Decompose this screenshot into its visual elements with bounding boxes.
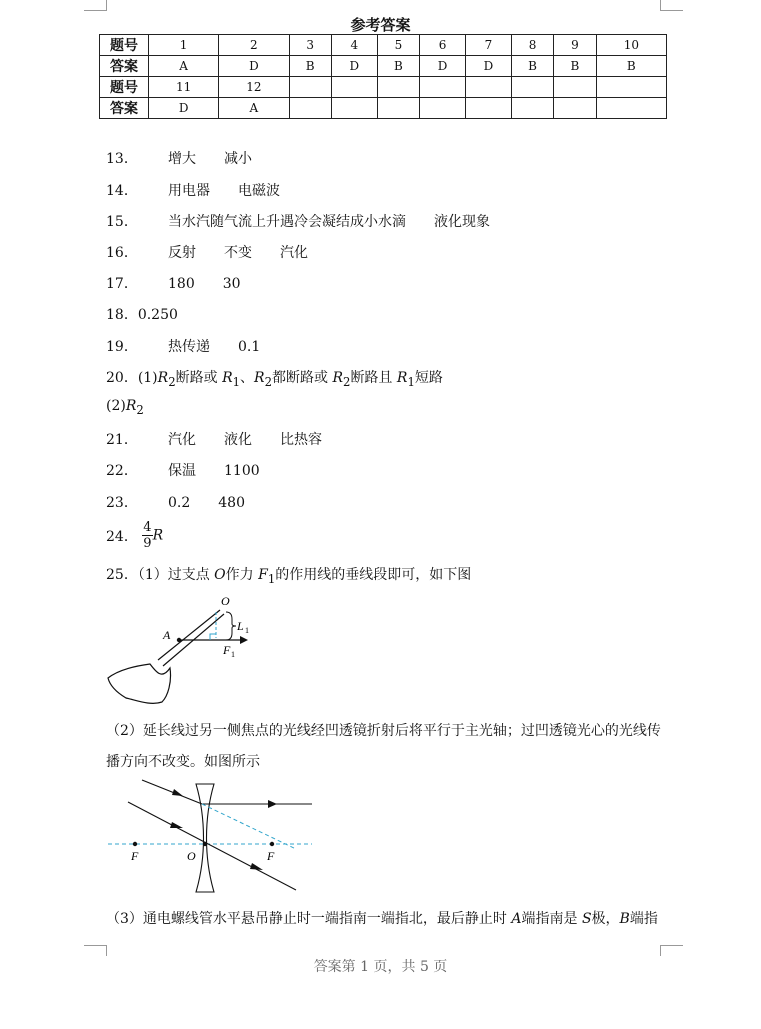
answer-text: 当水汽随气流上升遇冷会凝结成小水滴 (168, 214, 406, 230)
answer-text: 短路 (414, 370, 443, 386)
table-cell: D (149, 98, 219, 119)
table-cell: 7 (466, 35, 512, 56)
label-L-sub: 1 (245, 626, 249, 635)
answer-text: 480 (218, 495, 245, 511)
table-cell (554, 77, 596, 98)
table-cell (596, 77, 666, 98)
label-F-right: F (267, 849, 275, 863)
page-title: 参考答案 (350, 16, 411, 34)
table-cell: 3 (289, 35, 331, 56)
fraction-denominator: 9 (143, 536, 152, 551)
brace (226, 612, 236, 640)
answer-25-1 (106, 564, 471, 586)
extension-dashed-line (202, 804, 296, 849)
question-number: 22． (106, 463, 138, 479)
ray-arrow-4 (250, 863, 263, 870)
fraction-numerator: 4 (143, 520, 152, 535)
question-number: 13． (106, 151, 138, 167)
ray-arrow-1 (172, 789, 183, 796)
crop-mark-top-left (84, 0, 107, 11)
right-angle-mark (210, 634, 216, 640)
table-cell (420, 77, 466, 98)
var: O (214, 567, 226, 583)
table-header-cell: 答案 (100, 56, 149, 77)
table-cell: 2 (219, 35, 289, 56)
answer-16 (106, 242, 308, 262)
answer-text: 液化 (224, 432, 252, 448)
optical-center (203, 842, 207, 846)
table-cell: 5 (377, 35, 419, 56)
answer-text: 端指 (629, 911, 658, 927)
answer-text: （3）通电螺线管水平悬吊静止时一端指南一端指北，最后静止时 (106, 911, 512, 927)
label-O: O (187, 849, 196, 863)
table-cell (289, 98, 331, 119)
answer-text: 18．0.250 (106, 307, 178, 323)
sub: 2 (136, 402, 144, 417)
table-cell (554, 98, 596, 119)
table-header-cell: 题号 (100, 35, 149, 56)
sub: 2 (168, 374, 176, 389)
concave-lens-diagram (100, 778, 330, 898)
question-number: 15． (106, 214, 138, 230)
answer-14 (106, 180, 280, 200)
answer-text: 汽化 (168, 432, 196, 448)
var: B (619, 911, 630, 927)
table-cell: 6 (420, 35, 466, 56)
sub: 1 (407, 374, 415, 389)
answer-prefix: (2) (106, 398, 126, 414)
lever-handle-shape (108, 664, 171, 703)
question-number: 14． (106, 183, 138, 199)
answer-19 (106, 336, 260, 356)
var: R (152, 527, 164, 544)
sub: 1 (232, 374, 241, 389)
page-footer: 答案第 1 页，共 5 页 (313, 959, 448, 975)
var: R (332, 370, 344, 386)
table-cell (596, 98, 666, 119)
table-cell: B (596, 56, 666, 77)
answer-17 (106, 273, 241, 293)
table-cell (466, 98, 512, 119)
answer-text: 比热容 (280, 432, 322, 448)
answer-25-2: （2）延长线过另一侧焦点的光线经凹透镜折射后将平行于主光轴；过凹透镜光心的光线传播方向不改变。如图所示 (106, 723, 661, 770)
table-cell: 9 (554, 35, 596, 56)
answer-text: 断路或 (175, 370, 223, 386)
table-row (100, 77, 667, 98)
table-cell: B (554, 56, 596, 77)
table-cell: D (331, 56, 377, 77)
incident-ray-1 (142, 780, 202, 804)
table-cell: 4 (331, 35, 377, 56)
var: F (258, 567, 268, 583)
answer-text: 增大 (168, 151, 196, 167)
answer-20-1 (106, 367, 443, 389)
answer-text: 汽化 (280, 245, 308, 261)
crop-mark-bottom-left (84, 945, 107, 956)
answer-text: 用电器 (168, 183, 210, 199)
table-header-cell: 题号 (100, 77, 149, 98)
answer-text: 1100 (224, 463, 260, 479)
ray-arrow-3 (170, 822, 183, 828)
table-cell: B (511, 56, 553, 77)
table-cell (511, 77, 553, 98)
table-row (100, 35, 667, 56)
table-cell (377, 98, 419, 119)
table-row (100, 56, 667, 77)
answer-text: 电磁波 (238, 183, 280, 199)
answer-text: 作力 (225, 567, 259, 583)
question-number: 24． (106, 528, 138, 545)
ray-arrow-2 (268, 800, 277, 808)
table-cell: 11 (149, 77, 219, 98)
sub: 2 (343, 374, 351, 389)
crop-mark-top-right (660, 0, 683, 11)
answer-text: 减小 (224, 151, 252, 167)
focal-point-right (270, 842, 274, 846)
answer-text: 极， (591, 911, 620, 927)
table-cell: D (466, 56, 512, 77)
table-cell (289, 77, 331, 98)
var: R (254, 370, 265, 386)
table-cell: B (289, 56, 331, 77)
optical-center-ray (128, 802, 296, 890)
sub: 1 (267, 571, 276, 586)
force-arrowhead (240, 636, 248, 644)
answer-table (99, 34, 667, 119)
answer-20-2 (106, 398, 144, 417)
table-cell: B (377, 56, 419, 77)
var: R (222, 370, 233, 386)
answer-prefix: 20．(1) (106, 370, 158, 386)
crop-mark-bottom-right (660, 945, 683, 956)
table-cell: 10 (596, 35, 666, 56)
table-cell: A (149, 56, 219, 77)
var: A (511, 911, 522, 927)
var: R (125, 398, 137, 414)
label-L: L (237, 619, 244, 633)
answer-text: 断路且 (350, 370, 397, 386)
focal-point-left (133, 842, 137, 846)
label-F-sub: 1 (231, 650, 235, 659)
concave-lens (196, 784, 214, 892)
answer-15 (106, 211, 490, 231)
answer-22 (106, 460, 260, 480)
answer-text: 不变 (224, 245, 252, 261)
answer-13 (106, 148, 252, 168)
answer-text: 0.2 (168, 495, 191, 511)
label-A: A (163, 628, 171, 642)
answer-text: 25．（1）过支点 (106, 567, 215, 583)
table-cell: 1 (149, 35, 219, 56)
answer-text: 30 (222, 276, 241, 292)
answer-text: 端指南是 (521, 911, 582, 927)
answer-text: 反射 (168, 245, 196, 261)
var: S (581, 911, 592, 927)
table-row (100, 98, 667, 119)
table-cell (466, 77, 512, 98)
sub: 2 (264, 374, 273, 389)
answer-24 (106, 520, 163, 551)
answer-23 (106, 492, 245, 512)
answer-21 (106, 429, 322, 449)
answer-text: 液化现象 (434, 214, 490, 230)
question-number: 23． (106, 495, 138, 511)
label-O: O (221, 594, 230, 608)
answer-text: 180 (168, 276, 195, 292)
question-number: 21． (106, 432, 138, 448)
answer-18 (106, 304, 178, 324)
table-cell: 8 (511, 35, 553, 56)
question-number: 19． (106, 339, 138, 355)
question-number: 16． (106, 245, 138, 261)
answer-text: 保温 (168, 463, 196, 479)
label-F: F (223, 643, 231, 657)
answer-text: 热传递 (168, 339, 210, 355)
table-cell (511, 98, 553, 119)
table-cell (331, 98, 377, 119)
table-cell (331, 77, 377, 98)
answer-text: 0.1 (238, 339, 261, 355)
label-F-left: F (131, 849, 139, 863)
answer-text: 的作用线的垂线段即可，如下图 (275, 567, 472, 583)
table-cell: A (219, 98, 289, 119)
var: R (396, 370, 408, 386)
table-cell (420, 98, 466, 119)
answer-text: 、 (240, 370, 255, 386)
answer-25-3 (106, 908, 658, 928)
var: R (157, 370, 169, 386)
answer-text: 都断路或 (272, 370, 333, 386)
question-number: 17． (106, 276, 138, 292)
fraction (142, 520, 152, 551)
table-cell: 12 (219, 77, 289, 98)
lever-diagram (100, 592, 270, 714)
table-cell: D (219, 56, 289, 77)
table-cell (377, 77, 419, 98)
table-cell: D (420, 56, 466, 77)
table-header-cell: 答案 (100, 98, 149, 119)
